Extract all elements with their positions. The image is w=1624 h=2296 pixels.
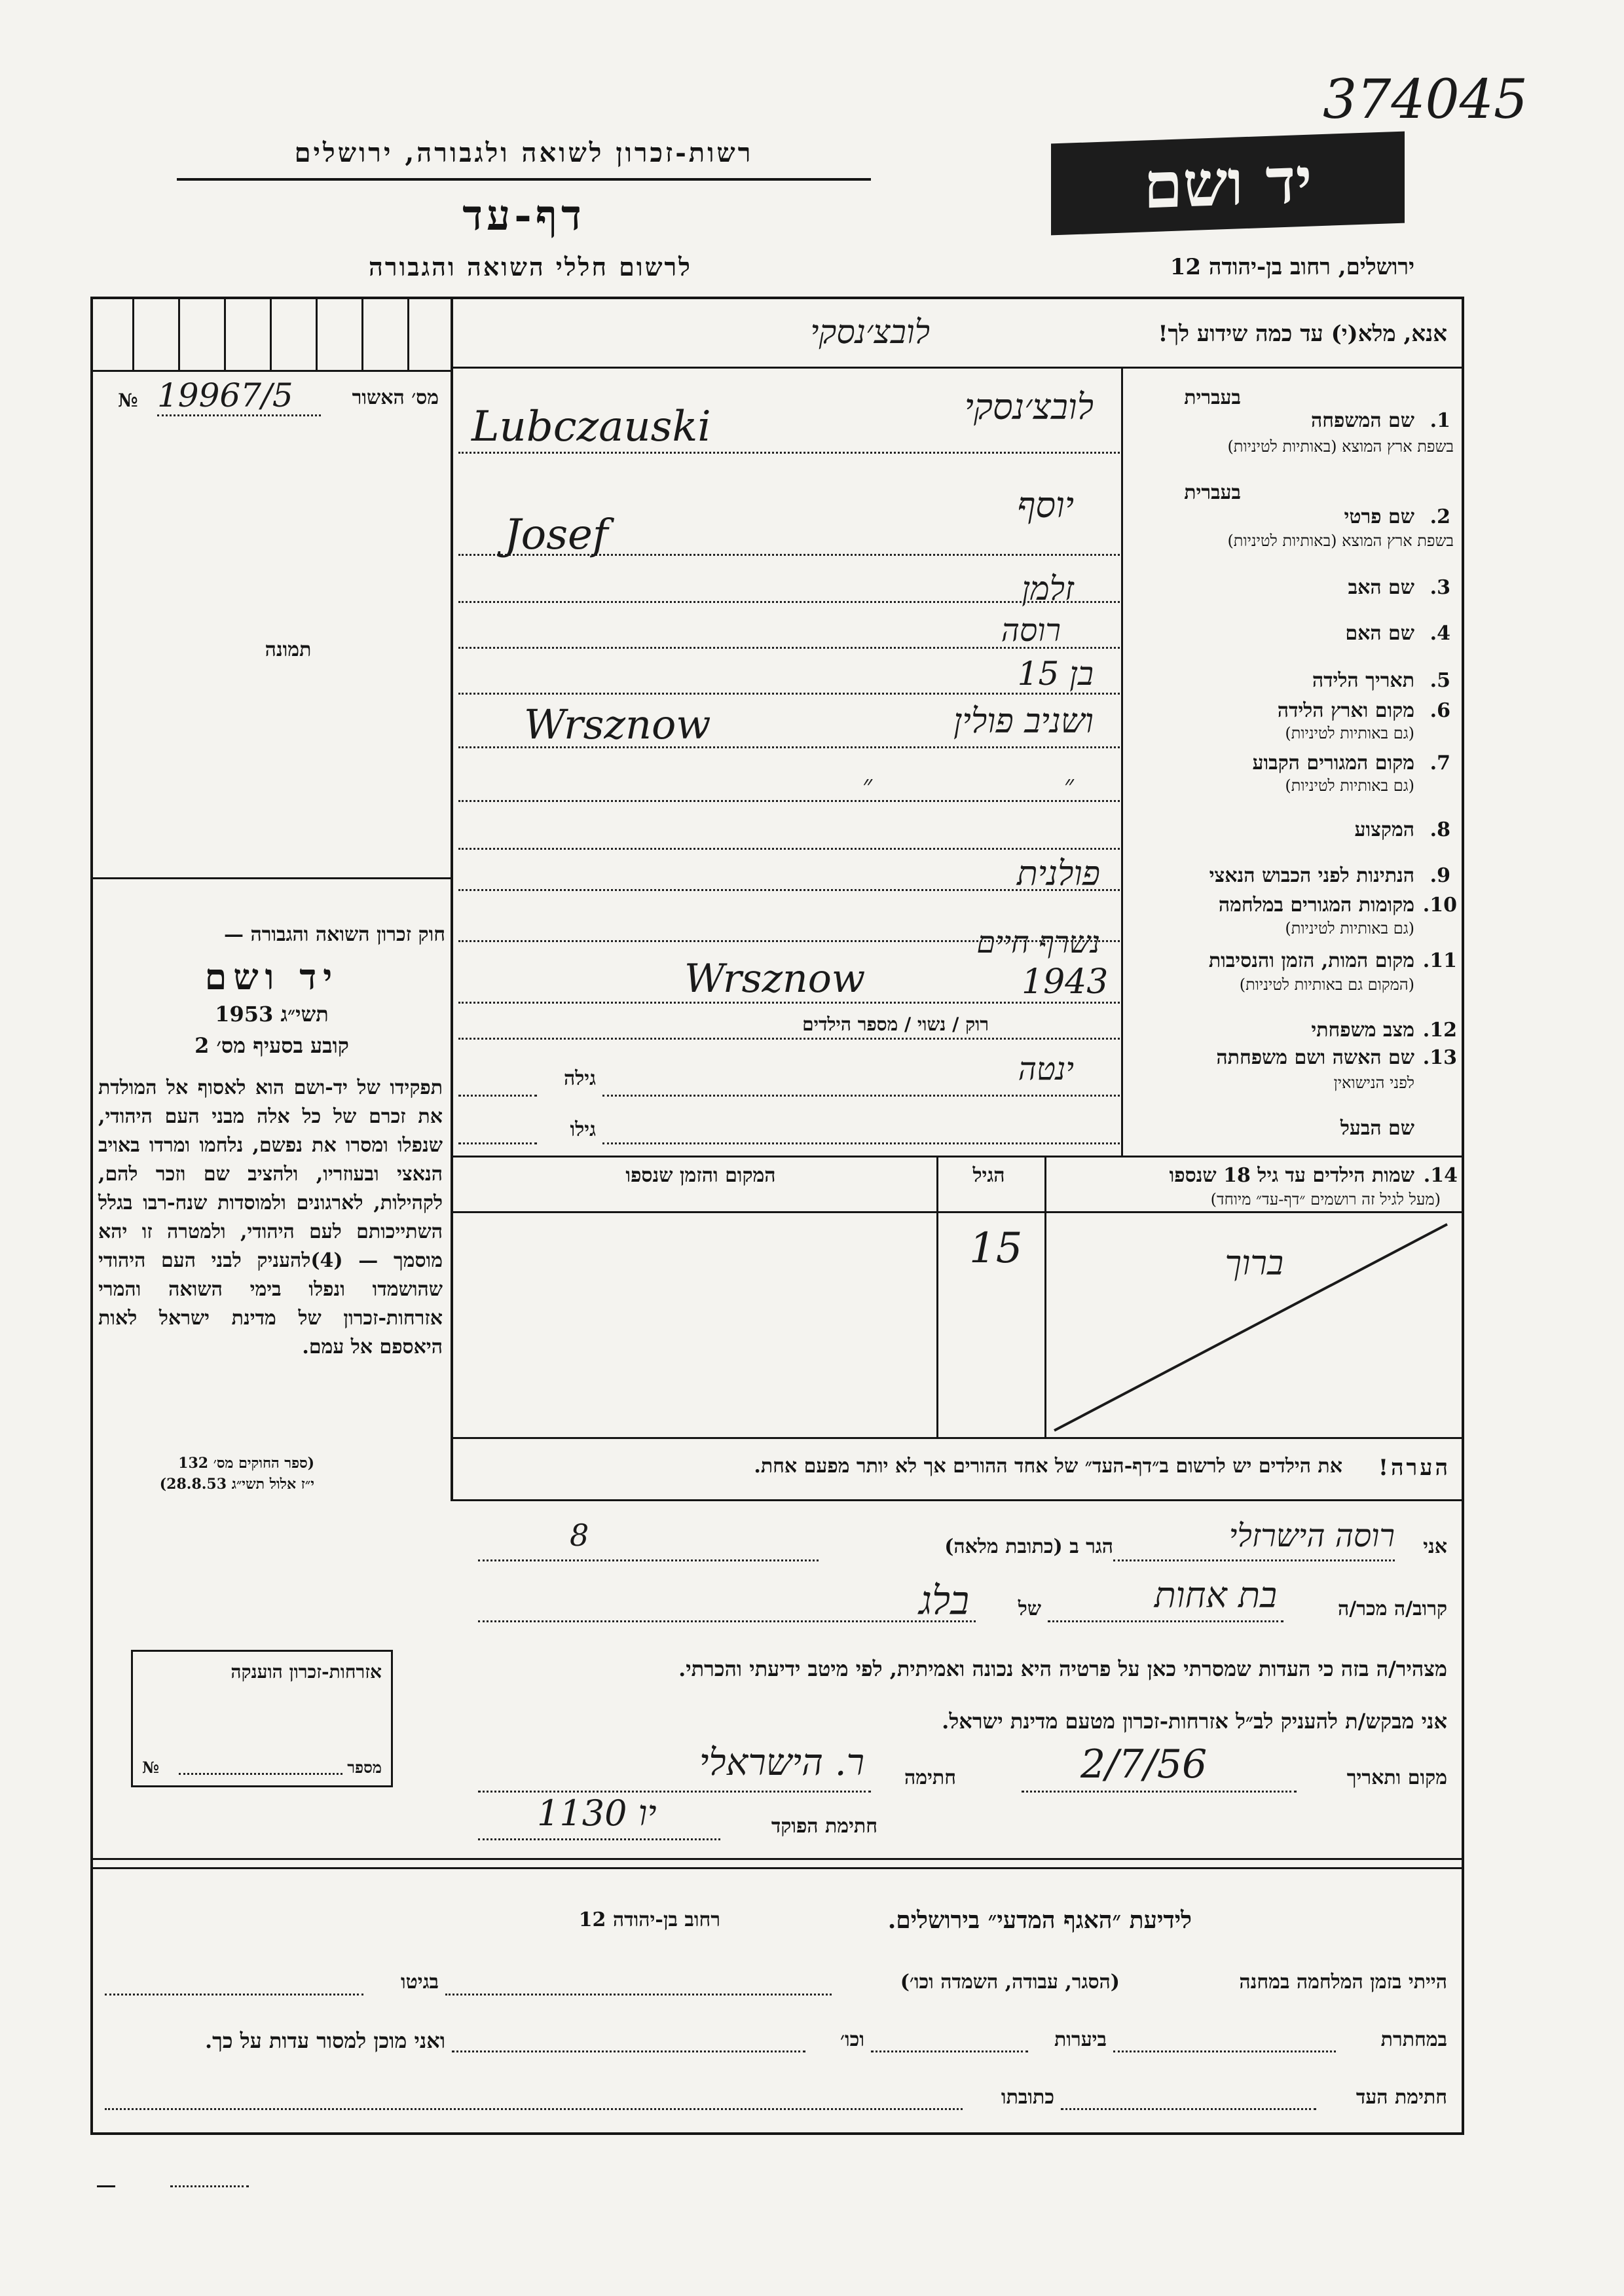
authority-title: רשות-זכרון לשואה ולגבורה, ירושלים — [294, 137, 754, 168]
form-instruction: אנא, מלא(י) עד כמה שידוע לך! — [1158, 321, 1447, 347]
field-10-sub: (גם באותיות לטיניות) — [1285, 919, 1414, 938]
field-2-sub: בשפת ארץ המוצא (באותיות לטיניות) — [1227, 532, 1454, 550]
footer-divider-1 — [93, 1858, 1462, 1860]
address-line — [478, 1559, 819, 1561]
note-text: את הילדים יש לרשום ב״דף-העד״ של אחד ההורים אך לא יותר מפעם אחת. — [754, 1455, 1342, 1478]
field-8-line — [458, 848, 1120, 850]
officer-label: חתימת הפוקד — [771, 1815, 877, 1838]
children-col-age: הגיל — [972, 1164, 1005, 1187]
surname-latin-value: Lubczauski — [471, 403, 711, 451]
field-7-num: 7. — [1430, 752, 1450, 774]
firstname-hebrew-value: יוסף — [1017, 484, 1074, 526]
field-9-num: 9. — [1430, 864, 1450, 887]
law-name: יד ושם — [204, 956, 339, 998]
field-5-line — [458, 693, 1120, 695]
footer-divider-2 — [93, 1867, 1462, 1869]
footer-line1-dots — [445, 1994, 832, 1995]
field-9-label: הנתינות לפני הכבוש הנאצי — [1209, 864, 1414, 887]
field-13-sub: לפני הנישואין — [1333, 1074, 1414, 1092]
father-value: זלמן — [1022, 570, 1074, 608]
footer-line1-end: בגיטו — [400, 1971, 439, 1994]
officer-value: 1130 יו — [537, 1793, 657, 1834]
field-1-num: 1. — [1430, 409, 1450, 432]
law-year: תשי״ג 1953 — [215, 1002, 329, 1027]
approval-label: מס׳ האשור — [352, 386, 439, 409]
children-num: 14. — [1423, 1164, 1458, 1187]
deathplace-latin-value: Wrsznow — [684, 956, 866, 1002]
citizenship-title: אזרחות-זכרון הוענקה — [231, 1661, 382, 1683]
page-subtitle: לרשום חללי השואה והגבורה — [369, 252, 692, 282]
children-top-line — [451, 1156, 1464, 1157]
law-title: חוק זכרון השואה והגבורה — — [224, 923, 445, 946]
of-label: של — [1018, 1597, 1041, 1620]
field-11-sub: (המקום גם באותיות לטיניות) — [1239, 975, 1414, 994]
field-1-lang: בעברית — [1184, 386, 1241, 409]
field-5-label: תאריך הלידה — [1312, 669, 1414, 692]
husband-age-line — [458, 1142, 537, 1144]
field-12-line — [458, 1038, 1120, 1040]
field-6-sub: (גם באותיות לטיניות) — [1285, 724, 1414, 742]
husband-line — [602, 1142, 1120, 1144]
field-7-line — [458, 800, 1120, 802]
child-age-value: 15 — [969, 1224, 1023, 1273]
footer-line3-dots-2 — [105, 2108, 963, 2110]
approval-prefix: № — [118, 390, 138, 411]
children-label: שמות הילדים עד גיל 18 שנספו — [1169, 1164, 1414, 1187]
children-col-place: המקום והזמן שנספו — [625, 1164, 776, 1187]
field-3-num: 3. — [1430, 576, 1450, 599]
field-2-lang: בעברית — [1184, 481, 1241, 504]
law-clause: קובע בסעיף מס׳ 2 — [194, 1033, 349, 1058]
instruction-divider — [451, 367, 1464, 369]
note-bottom-line — [451, 1499, 1464, 1501]
field-1-sub: בשפת ארץ המוצא (באותיות לטיניות) — [1227, 437, 1454, 456]
code-boxes — [93, 299, 451, 371]
field-12-num: 12. — [1422, 1019, 1457, 1042]
relation-line — [1048, 1620, 1283, 1622]
wife-age-line — [458, 1095, 537, 1097]
footer-line2-dots-2 — [871, 2050, 1028, 2052]
place-date-label: מקום ותאריך — [1346, 1766, 1447, 1789]
field-8-label: המקצוע — [1354, 818, 1414, 841]
signature-label: חתימה — [904, 1766, 956, 1789]
declarant-name-value: רוסה הישרזלי — [1228, 1518, 1395, 1554]
column-divider — [451, 297, 453, 1501]
citizenship-box — [131, 1650, 393, 1787]
footer-line1-dots-2 — [105, 1994, 363, 1995]
citizenship-number-prefix: № — [142, 1758, 160, 1777]
field-10-num: 10. — [1422, 894, 1457, 917]
of-value: בלג — [919, 1578, 969, 1624]
field-11-line — [458, 1002, 1120, 1004]
label-column-divider — [1121, 367, 1123, 1156]
field-8-num: 8. — [1430, 818, 1450, 841]
field-4-num: 4. — [1430, 622, 1450, 645]
place-date-line — [1022, 1791, 1297, 1793]
field-1-line — [458, 452, 1120, 454]
surname-heading-value: לובצ׳נסקי — [810, 313, 930, 351]
nationality-value: פולנית — [1016, 854, 1100, 894]
mother-value: רוסה — [1001, 612, 1061, 649]
birth-date-value: בן 15 — [1017, 655, 1094, 693]
field-6-num: 6. — [1430, 699, 1450, 722]
relation-value: בת אחות — [1154, 1575, 1277, 1616]
children-age-divider-left — [1044, 1156, 1046, 1437]
wife-value: ינטה — [1018, 1051, 1074, 1087]
photo-label: תמונה — [265, 638, 312, 661]
field-1-label: שם המשפחה — [1310, 409, 1414, 432]
firstname-latin-value: Josef — [504, 511, 608, 559]
children-age-divider-right — [936, 1156, 938, 1437]
field-13-line — [602, 1095, 1120, 1097]
note-top-line — [451, 1437, 1464, 1439]
signature-value: ר. הישראלי — [699, 1741, 864, 1784]
footer-line2-dots-1 — [1113, 2050, 1336, 2052]
residence-value: ״ ״ — [862, 770, 1074, 800]
field-12-label: מצב משפחתי — [1311, 1019, 1414, 1042]
field-13-label: שם האשה ושם משפחתה — [1216, 1046, 1414, 1069]
citizenship-number-label: מספר — [347, 1758, 382, 1777]
deathplace-value: נשרף חיים — [976, 924, 1100, 960]
header-divider — [177, 178, 871, 181]
approval-value: 19967/5 — [157, 376, 321, 416]
declarant-name-line — [1113, 1559, 1395, 1561]
field-2-label: שם פרטי — [1344, 505, 1414, 528]
law-text: תפקידו של יד-ושם הוא לאסוף אל המולדת את זכרם של כל אלה מבני העם היהודי, שנפלו ומסרו את נפשם, נלחמו ומרדו באויב הנאצי ובעוזריו, ולהציב שם וזכר להם, לקהילות, לארגונים ולמוסדות שנח-רבו בגלל השתייכותם לעם היהודי, ולמטרה זו יהא מוסמך — (4)להעניק לבני העם היהודי שהושמדו ונפלו בימי השואה והמרי אזרחות-זכרון של מדינת ישראל לאות היאספם אל עמם. — [98, 1076, 443, 1358]
birthplace-latin-value: Wrsznow — [524, 701, 711, 748]
field-3-label: שם האב — [1348, 576, 1414, 599]
strike-line — [1048, 1214, 1454, 1437]
scan-mark-2 — [170, 2185, 249, 2187]
field-5-num: 5. — [1430, 669, 1450, 692]
husband-age-label: גילו — [570, 1118, 596, 1141]
header-address: ירושלים, רחוב בן-יהודה 12 — [1170, 254, 1414, 280]
child-name-value: ברוך — [1225, 1244, 1283, 1283]
officer-line — [478, 1838, 720, 1840]
logo-text: יד ושם — [1143, 143, 1312, 223]
field-2-num: 2. — [1430, 505, 1450, 528]
footer-line3-dots-1 — [1061, 2108, 1316, 2110]
children-sub: (מעל לגיל זה רושמים ״דף-עד״ מיוחד) — [1210, 1190, 1441, 1209]
footer-title: לידיעת ״האגף המדעי״ בירושלים. — [887, 1906, 1192, 1934]
field-7-sub: (גם באותיות לטיניות) — [1285, 776, 1414, 795]
children-header-line — [451, 1211, 1464, 1213]
family-status-options: רוק / נשוי / מספר הילדים — [802, 1013, 989, 1035]
scan-mark — [97, 2185, 115, 2187]
archive-number: 374045 — [1323, 69, 1528, 131]
field-11-num: 11. — [1422, 949, 1457, 972]
field-11-label: מקום המות, הזמן והנסיבות — [1208, 949, 1414, 972]
page-title: דף-עד — [462, 191, 585, 240]
law-ref-1: (ספר החוקים מס׳ 132 — [178, 1455, 314, 1472]
footer-line3-mid: כתובתו — [1001, 2086, 1054, 2109]
statement-text: מצהיר/ה בזה כי העדות שמסרתי כאן על פרטיה היא נכונה ואמיתית, לפי מיטב ידיעתי והכרתי. — [678, 1656, 1447, 1681]
footer-address: רחוב בן-יהודה 12 — [578, 1908, 720, 1931]
footer-line2-end: ואני מוכן למסור עדות על כך. — [204, 2028, 445, 2053]
footer-line3-label: חתימת העד — [1356, 2086, 1447, 2109]
field-4-label: שם האם — [1345, 622, 1414, 645]
request-text: אני מבקש/ת להעניק לב״ל אזרחות-זכרון מטעם מדינת ישראל. — [942, 1709, 1447, 1734]
yad-vashem-logo — [1051, 132, 1405, 236]
footer-line2-etc: וכו׳ — [840, 2028, 864, 2051]
death-date-value: 1943 — [1022, 962, 1109, 1002]
wife-age-label: גילה — [563, 1067, 596, 1090]
relation-label: קרוב/ה מכר/ה — [1338, 1597, 1447, 1620]
footer-line2-label: במחתרת — [1380, 2028, 1447, 2051]
declaration-i-label: אני — [1423, 1535, 1447, 1558]
husband-label: שם הבעל — [1340, 1117, 1414, 1140]
birthplace-value: ושניב פולין — [953, 702, 1094, 741]
field-10-label: מקומות המגורים במלחמה — [1218, 894, 1414, 917]
note-label: הערה! — [1378, 1455, 1450, 1481]
place-date-value: 2/7/56 — [1080, 1741, 1208, 1787]
footer-line1-hint: (הסגר, עבודה, השמדה וכו׳) — [900, 1971, 1120, 1994]
footer-line2-mid: ביערות — [1054, 2028, 1107, 2051]
footer-line2-dots-3 — [452, 2050, 805, 2052]
law-ref-2: י״ז אלול תשי״ג 28.8.53) — [159, 1476, 314, 1493]
address-value: 8 — [570, 1518, 589, 1553]
sidebar-top-line — [93, 877, 451, 879]
field-7-label: מקום המגורים הקבוע — [1252, 752, 1414, 774]
footer-line1-label: הייתי בזמן המלחמה במחנה — [1239, 1971, 1447, 1994]
field-6-label: מקום וארץ הלידה — [1277, 699, 1414, 722]
field-13-num: 13. — [1422, 1046, 1457, 1069]
surname-hebrew-value: לובצ׳נסקי — [964, 386, 1094, 428]
address-label: הגר ב (כתובת מלאה) — [944, 1535, 1113, 1558]
